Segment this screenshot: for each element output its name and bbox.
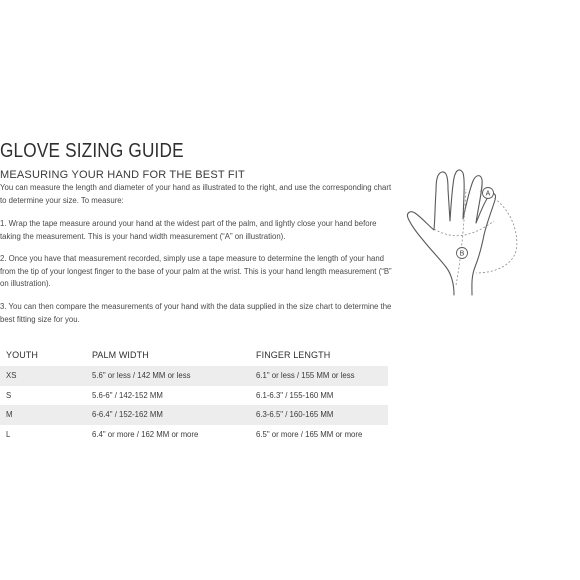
hand-measurement-illustration <box>406 167 530 297</box>
finger-length-cell: 6.1" or less / 155 MM or less <box>250 366 388 386</box>
size-chart-table <box>0 344 388 444</box>
table-row <box>0 366 388 386</box>
table-row <box>0 405 388 425</box>
finger-length-cell: 6.3-6.5" / 160-165 MM <box>250 405 388 425</box>
header-youth: YOUTH <box>6 350 38 360</box>
measurement-a-line <box>434 221 494 236</box>
header-palm-width: PALM WIDTH <box>92 350 149 360</box>
size-cell: S <box>6 390 12 400</box>
section-subtitle: MEASURING YOUR HAND FOR THE BEST FIT <box>0 169 245 181</box>
table-row <box>0 386 388 406</box>
measurement-b-line <box>456 189 466 285</box>
size-cell: L <box>6 429 11 439</box>
table-header-row <box>0 344 388 366</box>
palm-width-cell: 5.6-6" / 142-152 MM <box>92 390 163 400</box>
table-row <box>0 425 388 445</box>
measurement-arc <box>476 191 517 273</box>
marker-b-label: B <box>459 250 465 258</box>
palm-width-cell: 5.6" or less / 142 MM or less <box>86 366 250 386</box>
header-finger-length: FINGER LENGTH <box>256 350 331 360</box>
step-3-paragraph: 3. You can then compare the measurements of your hand with the data supplied in the size chart to determine the best fitting size for you. <box>0 302 392 324</box>
palm-width-cell: 6-6.4" / 152-162 MM <box>86 405 250 425</box>
size-cell: M <box>0 405 86 425</box>
page-title: GLOVE SIZING GUIDE <box>0 140 184 162</box>
finger-length-cell: 6.5" or more / 165 MM or more <box>256 429 363 439</box>
finger-length-cell: 6.1-6.3" / 155-160 MM <box>256 390 334 400</box>
size-cell: XS <box>0 366 86 386</box>
palm-width-cell: 6.4" or more / 162 MM or more <box>92 429 199 439</box>
step-1-paragraph: 1. Wrap the tape measure around your hand at the widest part of the palm, and lightly close your hand before taking the measurement. This is your hand width measurement (“A” on illustration). <box>0 219 377 241</box>
step-2-paragraph: 2. Once you have that measurement recorded, simply use a tape measure to determine the length of your hand from the tip of your longest finger to the base of your palm at the wrist. This is your hand length measurement (“B” on illustration). <box>0 254 392 288</box>
hand-outline <box>407 170 495 295</box>
intro-paragraph: You can measure the length and diameter of your hand as illustrated to the right, and use the corresponding chart to determine your size. To measure: <box>0 183 392 205</box>
marker-a-label: A <box>485 190 491 198</box>
